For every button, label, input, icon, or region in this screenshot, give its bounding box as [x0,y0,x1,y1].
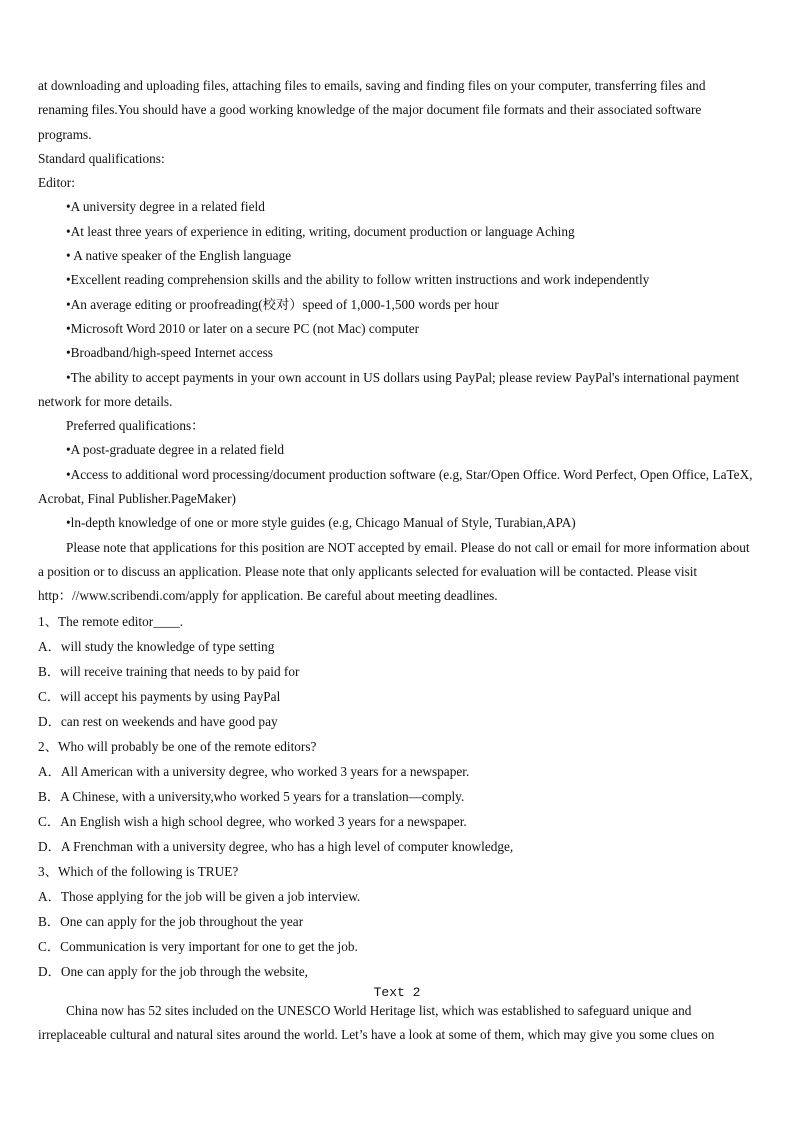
answer-option: A．Those applying for the job will be given a job interview. [38,888,361,904]
text2-paragraph: China now has 52 sites included on the UNESCO World Heritage list, which was established to safeguard unique and irreplaceable cultural and natural sites around the world. Let’s have a look at some of them, which may give you some clues on [38,1002,715,1042]
list-item: •An average editing or proofreading(校对）speed of 1,000-1,500 words per hour [66,296,499,312]
answer-option: C．Communication is very important for one to get the job. [38,938,358,954]
list-item: •Access to additional word processing/document production software (e.g, Star/Open Office. Word Perfect, Open Office, LaTeX, Acrobat, Final Publisher.PageMaker) [38,466,753,507]
list-item: •Microsoft Word 2010 or later on a secure PC (not Mac) computer [66,320,420,336]
question-1 [38,609,756,734]
question-2 [38,734,756,859]
list-item: •At least three years of experience in editing, writing, document production or language Aching [66,223,575,239]
preferred-qualifications-list [38,438,756,535]
answer-option: D．One can apply for the job through the website, [38,963,308,979]
answer-option: B．One can apply for the job throughout the year [38,913,304,929]
list-item: •A post-graduate degree in a related field [66,442,285,458]
answer-option: B．will receive training that needs to by paid for [38,663,300,679]
list-item: •Excellent reading comprehension skills and the ability to follow written instructions and work independently [66,272,650,288]
intro-paragraph: at downloading and uploading files, attaching files to emails, saving and finding files on your computer, transferring files and renaming files.You should have a good working knowledge of the major document file formats and their associated software programs. [38,78,706,142]
list-item: •ln-depth knowledge of one or more style guides (e.g, Chicago Manual of Style, Turabian,APA) [66,515,576,531]
answer-option: C．will accept his payments by using PayPal [38,688,281,704]
question-3 [38,859,756,984]
preferred-qualifications-heading: Preferred qualifications： [66,418,205,434]
document-page [38,74,756,1047]
answer-option: B．A Chinese, with a university,who worked 5 years for a translation—comply. [38,788,465,804]
list-item: •The ability to accept payments in your own account in US dollars using PayPal; please review PayPal's international payment network for more details. [38,369,740,409]
answer-option: A．will study the knowledge of type setting [38,638,275,654]
standard-qualifications-heading: Standard qualifications: [38,150,165,166]
question-stem: 1、The remote editor____. [38,613,184,629]
answer-option: D．can rest on weekends and have good pay [38,713,278,729]
note-paragraph: Please note that applications for this position are NOT accepted by email. Please do not call or email for more information about a position or to discuss an application. Please note that only applicants selected for evaluation will be contacted. Please visit http：//www.scribendi.com/apply for application. Be careful about meeting deadlines. [38,539,750,604]
answer-option: A．All American with a university degree, who worked 3 years for a newspaper. [38,763,470,779]
answer-option: D．A Frenchman with a university degree, who has a high level of computer knowledge, [38,838,514,854]
list-item: • A native speaker of the English language [66,248,292,264]
editor-heading: Editor: [38,175,75,191]
question-stem: 2、Who will probably be one of the remote editors? [38,738,317,754]
standard-qualifications-list [38,195,756,414]
list-item: •A university degree in a related field [66,199,265,215]
question-stem: 3、Which of the following is TRUE? [38,863,239,879]
text2-title: Text 2 [373,984,421,1000]
answer-option: C．An English wish a high school degree, who worked 3 years for a newspaper. [38,813,467,829]
list-item: •Broadband/high-speed Internet access [66,345,273,361]
